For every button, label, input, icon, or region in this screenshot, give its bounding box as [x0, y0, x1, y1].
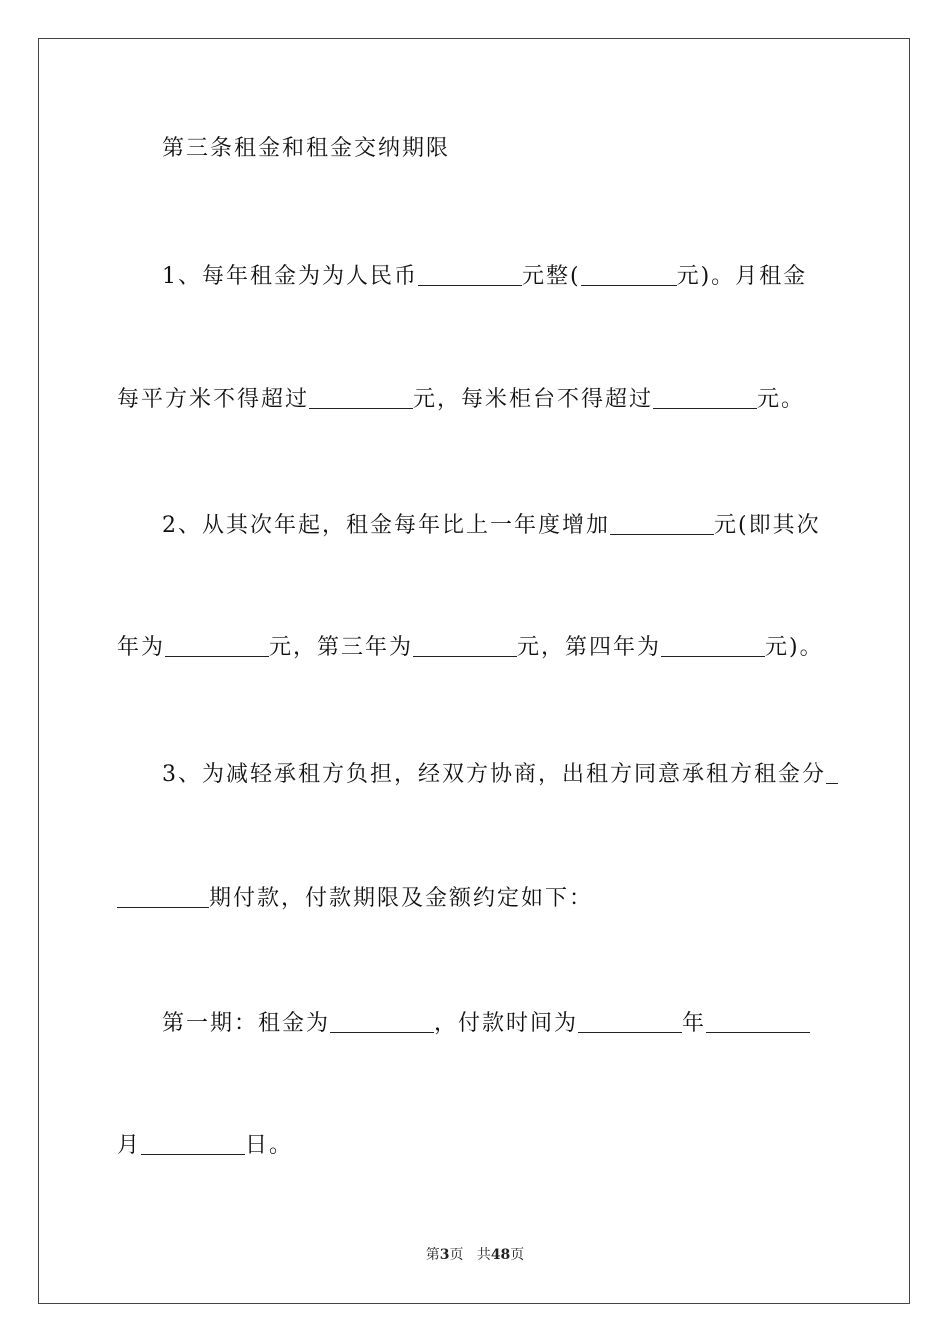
blank-field	[418, 263, 522, 286]
blank-field	[581, 263, 677, 286]
blank-field	[578, 1010, 682, 1033]
page-frame	[38, 38, 910, 1304]
blank-field	[706, 1010, 810, 1033]
blank-field	[826, 761, 838, 784]
period1-line2: 月 日。	[117, 1133, 294, 1158]
blank-field	[309, 386, 413, 409]
section-heading: 第三条租金和租金交纳期限	[162, 136, 451, 161]
blank-field	[413, 634, 517, 657]
blank-field	[661, 634, 765, 657]
item1-line2: 每平方米不得超过 元，每米柜台不得超过 元。	[117, 387, 806, 412]
blank-field	[653, 386, 757, 409]
item2-line2: 年为 元，第三年为 元，第四年为 元)。	[117, 635, 824, 660]
blank-field	[141, 1132, 245, 1155]
item2-line1: 2、从其次年起，租金每年比上一年度增加 元(即其次	[162, 513, 821, 538]
page-footer: 第3页 共48页	[425, 1247, 525, 1263]
blank-field	[610, 512, 714, 535]
blank-field	[330, 1010, 434, 1033]
item3-line1: 3、为减轻承租方负担，经双方协商，出租方同意承租方租金分	[162, 760, 880, 790]
period1-line1: 第一期：租金为 ，付款时间为 年	[162, 1009, 880, 1039]
item3-line2: 期付款，付款期限及金额约定如下：	[117, 884, 835, 914]
blank-field	[165, 634, 269, 657]
total-pages: 48	[490, 1247, 511, 1263]
page-number: 3	[439, 1247, 450, 1263]
blank-field	[117, 885, 209, 908]
item1-line1: 1、每年租金为为人民币 元整( 元)。月租金	[162, 264, 808, 289]
